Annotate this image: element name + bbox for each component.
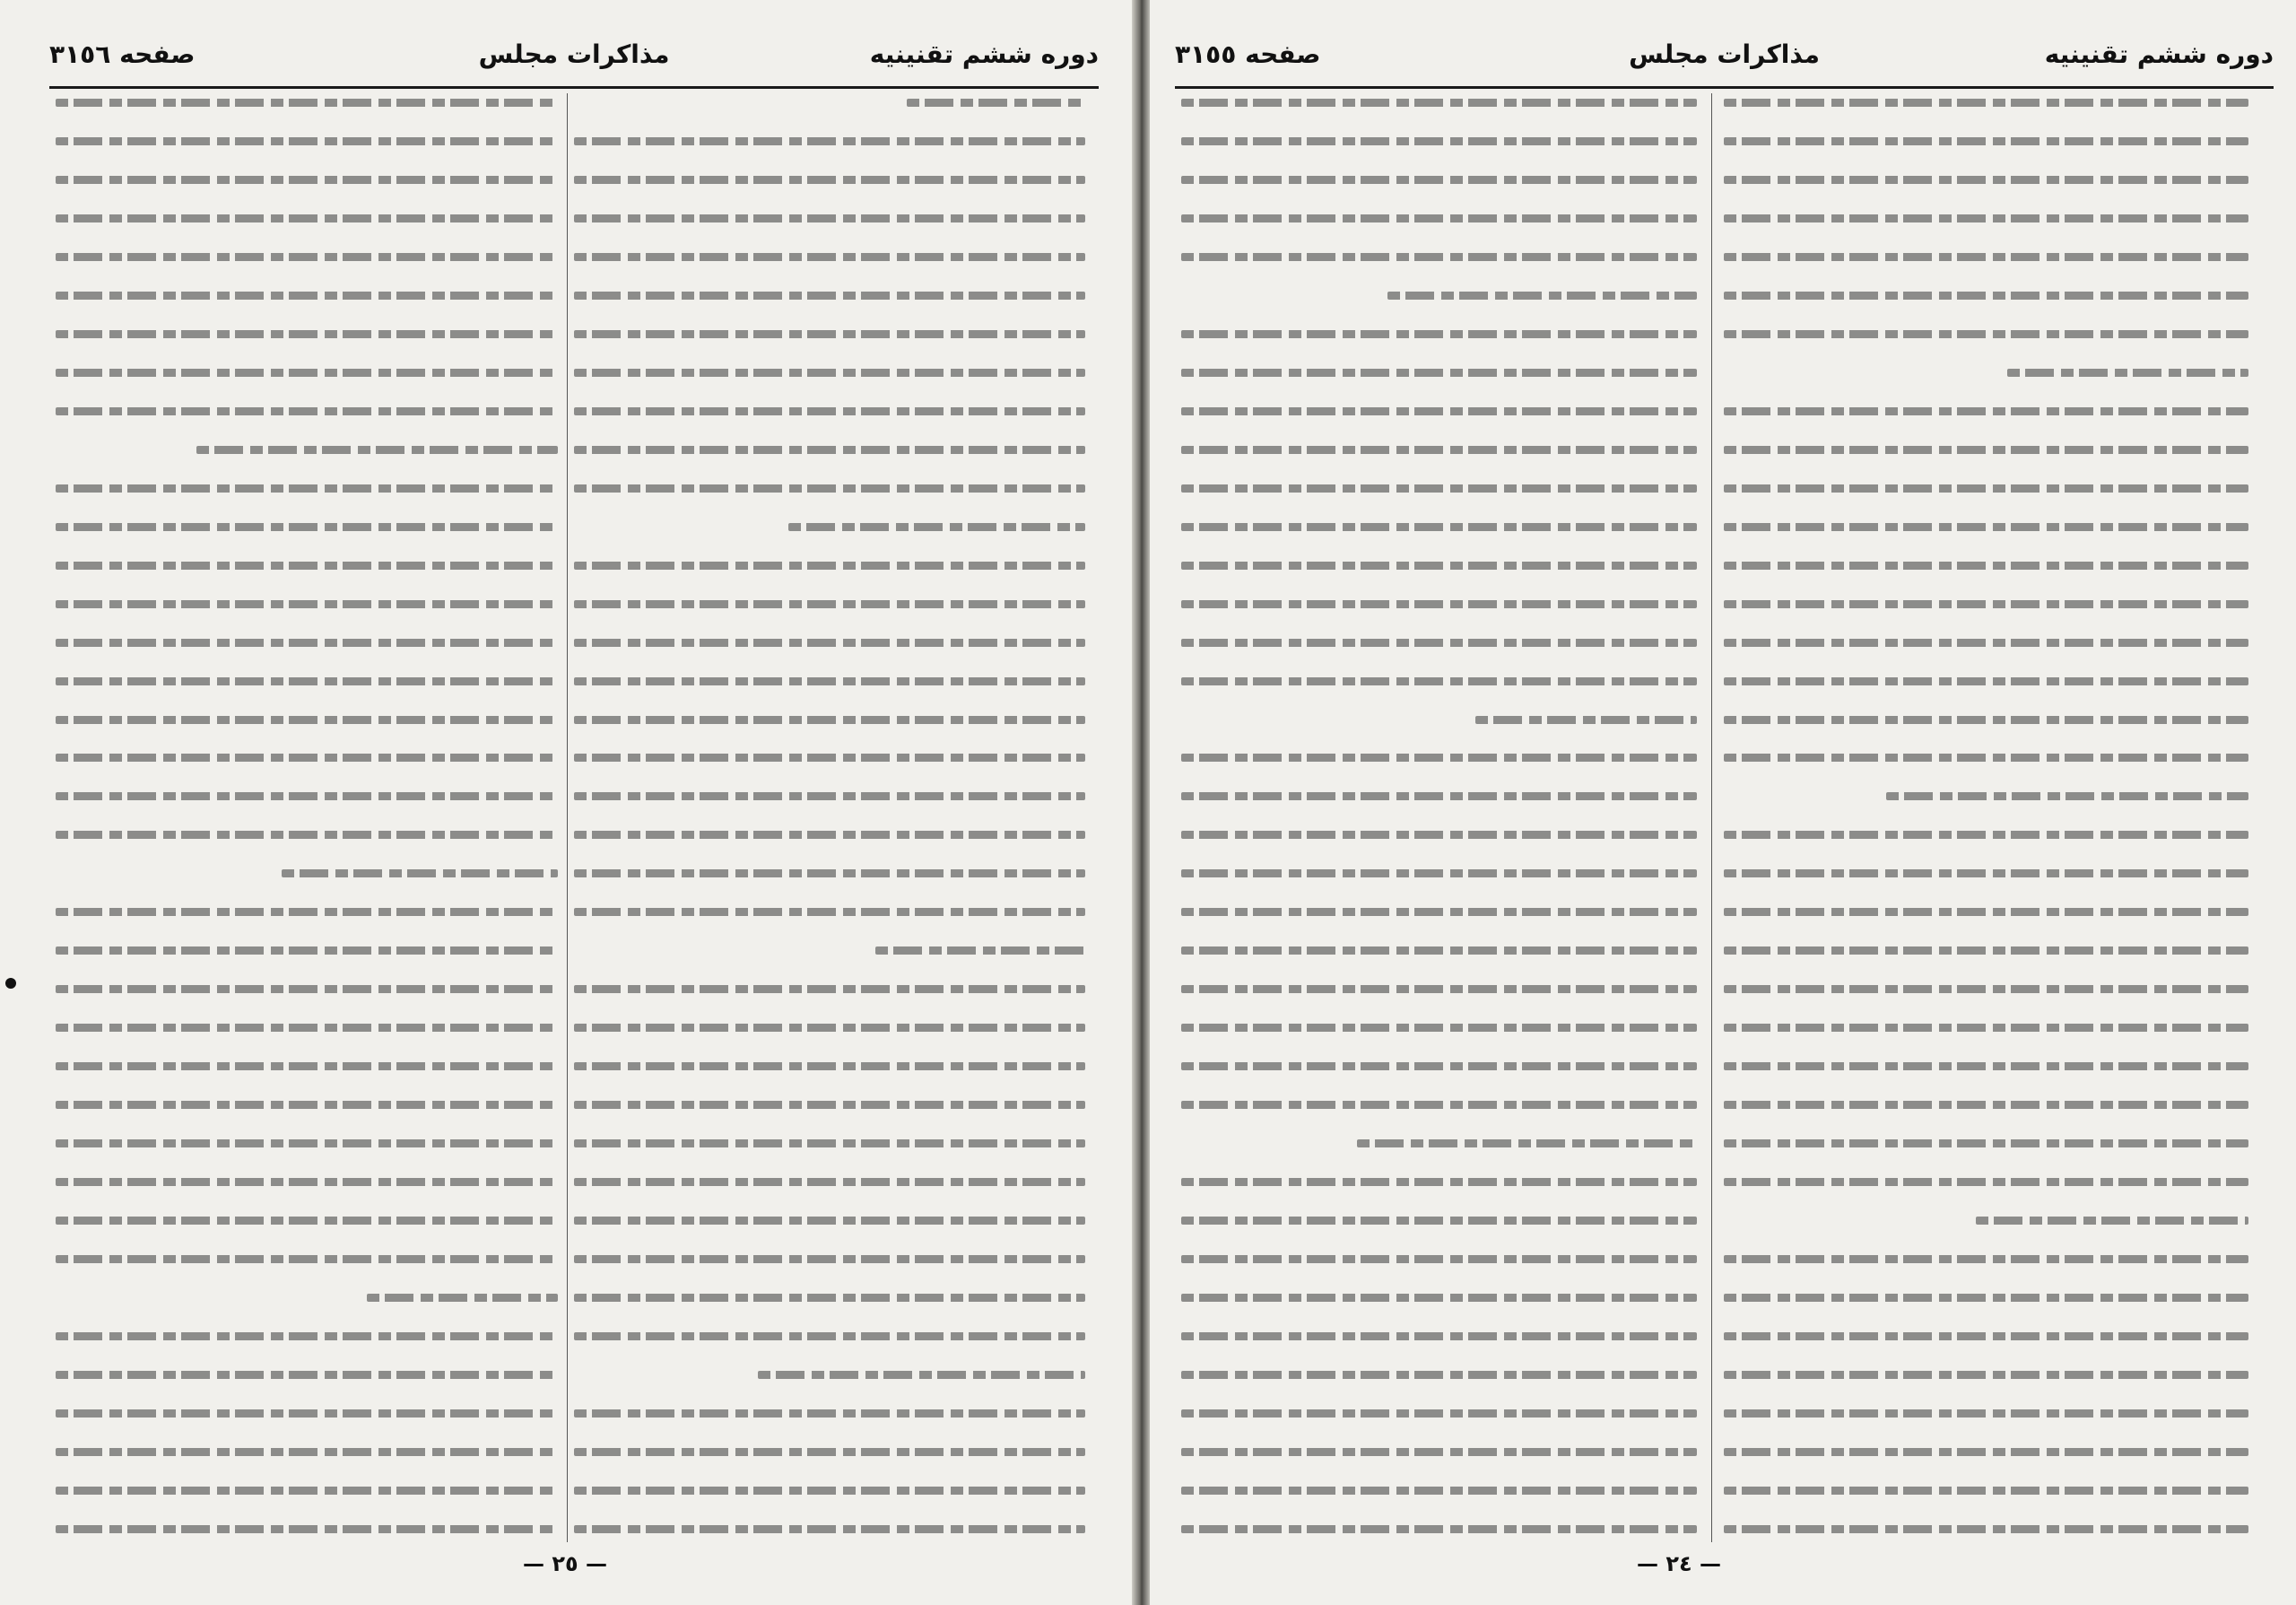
text-line	[1181, 1255, 1697, 1263]
text-line	[1181, 1371, 1697, 1379]
text-line	[56, 253, 558, 261]
text-line	[1181, 754, 1697, 762]
text-line	[56, 99, 558, 107]
text-line	[574, 754, 1085, 762]
text-line	[574, 1062, 1085, 1070]
text-line	[574, 1294, 1085, 1302]
text-line	[56, 1371, 558, 1379]
text-line	[574, 1101, 1085, 1109]
text-line	[1724, 1525, 2248, 1533]
text-line	[56, 137, 558, 145]
text-line	[574, 253, 1085, 261]
text-line	[56, 1448, 558, 1456]
text-line	[574, 1024, 1085, 1032]
text-line	[1181, 677, 1697, 685]
text-line	[574, 677, 1085, 685]
text-line	[1181, 176, 1697, 184]
text-line	[1181, 1217, 1697, 1225]
right-page	[1150, 0, 2296, 1605]
text-line	[1181, 562, 1697, 570]
text-line	[1181, 639, 1697, 647]
text-line	[1724, 869, 2248, 877]
text-line	[1724, 985, 2248, 993]
text-line	[574, 1448, 1085, 1456]
text-line	[574, 176, 1085, 184]
text-line	[1181, 484, 1697, 493]
text-line	[56, 1409, 558, 1417]
text-line	[1724, 176, 2248, 184]
text-line	[574, 1487, 1085, 1495]
text-line	[1724, 1101, 2248, 1109]
text-column-right	[574, 99, 1085, 1533]
text-column-left	[1181, 99, 1697, 1533]
text-line	[574, 869, 1085, 877]
text-line	[574, 330, 1085, 338]
text-line	[56, 1255, 558, 1263]
text-line	[1724, 946, 2248, 955]
text-line	[1724, 1255, 2248, 1263]
text-line	[574, 908, 1085, 916]
header-session: دوره ششم تقنينيه	[2044, 39, 2274, 69]
text-line	[1724, 1139, 2248, 1147]
text-line	[196, 446, 558, 454]
text-line	[56, 330, 558, 338]
text-line	[2007, 369, 2248, 377]
text-line	[56, 1101, 558, 1109]
text-line	[56, 407, 558, 415]
text-line	[282, 869, 558, 877]
text-line	[1181, 869, 1697, 877]
text-line	[1181, 523, 1697, 531]
text-line	[574, 1525, 1085, 1533]
text-line	[1724, 1371, 2248, 1379]
text-line	[56, 831, 558, 839]
text-line	[574, 600, 1085, 608]
text-line	[574, 137, 1085, 145]
text-line	[1724, 407, 2248, 415]
text-line	[56, 908, 558, 916]
text-line	[56, 1024, 558, 1032]
text-line	[1181, 831, 1697, 839]
text-line	[1724, 908, 2248, 916]
text-line	[1886, 792, 2248, 800]
text-line	[367, 1294, 558, 1302]
text-line	[1724, 484, 2248, 493]
text-line	[574, 292, 1085, 300]
column-divider	[1711, 93, 1712, 1542]
text-line	[1181, 600, 1697, 608]
text-line	[1724, 253, 2248, 261]
text-line	[1724, 600, 2248, 608]
text-line	[56, 292, 558, 300]
text-line	[1181, 407, 1697, 415]
text-line	[1724, 1332, 2248, 1340]
text-line	[56, 562, 558, 570]
text-line	[1724, 754, 2248, 762]
text-line	[56, 1062, 558, 1070]
text-line	[1181, 253, 1697, 261]
text-line	[56, 1332, 558, 1340]
text-line	[1181, 1487, 1697, 1495]
text-line	[56, 600, 558, 608]
text-column-left	[56, 99, 558, 1533]
text-line	[1724, 523, 2248, 531]
text-line	[1181, 1101, 1697, 1109]
text-line	[56, 716, 558, 724]
text-line	[1181, 908, 1697, 916]
text-line	[56, 792, 558, 800]
text-line	[1181, 446, 1697, 454]
text-line	[1181, 1409, 1697, 1417]
text-line	[574, 1409, 1085, 1417]
text-line	[56, 523, 558, 531]
text-line	[1181, 369, 1697, 377]
text-line	[1724, 446, 2248, 454]
text-line	[574, 1332, 1085, 1340]
text-line	[574, 446, 1085, 454]
text-line	[1181, 99, 1697, 107]
text-line	[574, 407, 1085, 415]
text-line	[1181, 1448, 1697, 1456]
header-session: دوره ششم تقنينيه	[869, 39, 1099, 69]
text-line	[574, 831, 1085, 839]
book-gutter	[1132, 0, 1150, 1605]
text-line	[1724, 716, 2248, 724]
text-line	[56, 369, 558, 377]
text-line	[1724, 1178, 2248, 1186]
left-page	[0, 0, 1132, 1605]
text-line	[574, 369, 1085, 377]
page-folio: — ٢٥ —	[522, 1551, 607, 1576]
text-line	[56, 1217, 558, 1225]
text-line	[574, 1139, 1085, 1147]
header-title: مذاكرات مجلس	[1629, 39, 1820, 69]
text-line	[1181, 1062, 1697, 1070]
text-line	[1724, 137, 2248, 145]
text-line	[1724, 330, 2248, 338]
text-line	[1724, 214, 2248, 222]
text-line	[1181, 1525, 1697, 1533]
text-line	[574, 484, 1085, 493]
text-line	[1475, 716, 1697, 724]
text-line	[56, 946, 558, 955]
text-line	[56, 484, 558, 493]
page-header	[49, 29, 1099, 84]
text-line	[1181, 137, 1697, 145]
text-line	[56, 1139, 558, 1147]
text-line	[574, 1217, 1085, 1225]
header-title: مذاكرات مجلس	[478, 39, 670, 69]
text-line	[1181, 330, 1697, 338]
text-line	[907, 99, 1086, 107]
margin-dot	[5, 978, 16, 989]
text-line	[574, 1255, 1085, 1263]
text-line	[56, 1178, 558, 1186]
text-line	[1724, 1409, 2248, 1417]
text-line	[1181, 1178, 1697, 1186]
text-line	[574, 716, 1085, 724]
text-line	[56, 754, 558, 762]
page-header	[1175, 29, 2274, 84]
text-line	[1724, 99, 2248, 107]
header-rule	[1175, 86, 2274, 89]
text-line	[1181, 946, 1697, 955]
text-line	[1976, 1217, 2248, 1225]
text-line	[574, 639, 1085, 647]
text-line	[1181, 214, 1697, 222]
text-line	[1724, 1062, 2248, 1070]
text-column-right	[1724, 99, 2248, 1533]
header-rule	[49, 86, 1099, 89]
header-page-number: صفحه ٣١٥٥	[1175, 39, 1321, 69]
text-line	[1357, 1139, 1698, 1147]
header-page-number: صفحه ٣١٥٦	[49, 39, 196, 69]
page-folio: — ٢٤ —	[1636, 1551, 1721, 1576]
text-line	[56, 176, 558, 184]
text-line	[1724, 1024, 2248, 1032]
text-line	[1724, 562, 2248, 570]
text-line	[1181, 1294, 1697, 1302]
column-divider	[567, 93, 568, 1542]
text-line	[574, 792, 1085, 800]
text-line	[1724, 677, 2248, 685]
text-line	[1181, 792, 1697, 800]
text-line	[1181, 1332, 1697, 1340]
text-line	[56, 1487, 558, 1495]
text-line	[1724, 1448, 2248, 1456]
text-line	[56, 1525, 558, 1533]
text-line	[574, 562, 1085, 570]
text-line	[574, 985, 1085, 993]
text-line	[56, 214, 558, 222]
text-line	[56, 639, 558, 647]
text-line	[56, 985, 558, 993]
text-line	[56, 677, 558, 685]
text-line	[875, 946, 1085, 955]
text-line	[1387, 292, 1697, 300]
text-line	[1181, 985, 1697, 993]
text-line	[788, 523, 1085, 531]
text-line	[574, 1178, 1085, 1186]
text-line	[1724, 831, 2248, 839]
text-line	[1724, 1294, 2248, 1302]
text-line	[758, 1371, 1085, 1379]
text-line	[574, 214, 1085, 222]
text-line	[1724, 1487, 2248, 1495]
text-line	[1181, 1024, 1697, 1032]
text-line	[1724, 292, 2248, 300]
text-line	[1724, 639, 2248, 647]
